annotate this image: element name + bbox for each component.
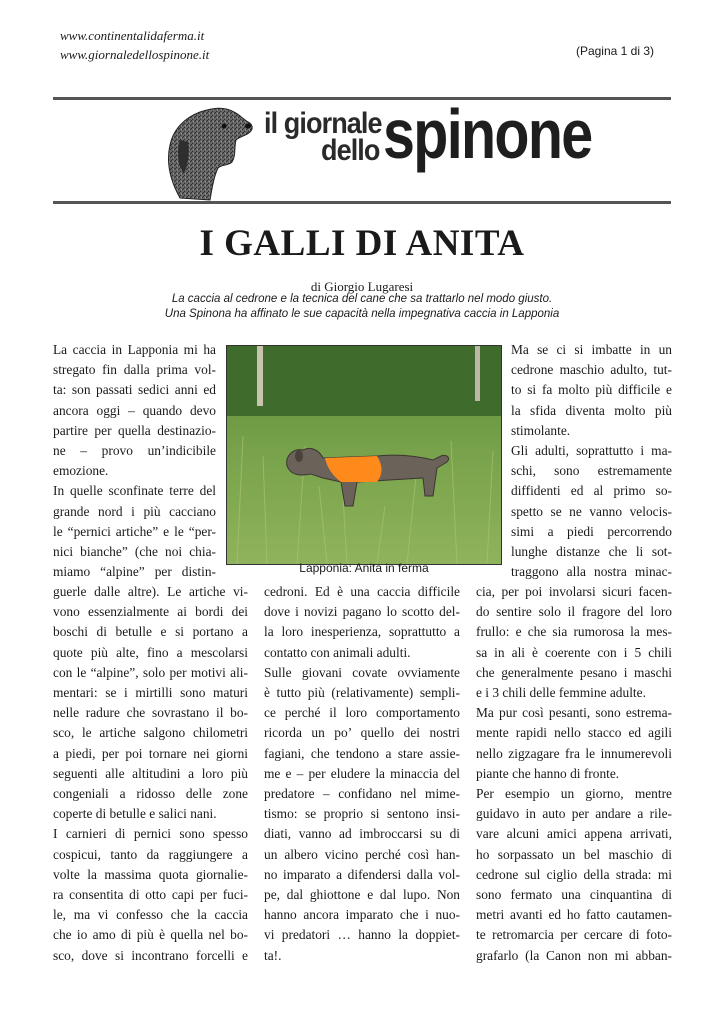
text-line: stimolante.: [511, 422, 571, 438]
text-line: nelle radure che sovrastano il bo-: [53, 705, 248, 721]
url-continentali[interactable]: www.continentalidaferma.it: [60, 28, 205, 43]
text-line: Gli adulti, soprattutto i ma-: [511, 443, 672, 459]
text-line: ne – provo un’indicibile: [53, 443, 216, 459]
logo-text-spinone: spinone: [383, 95, 592, 173]
text-line: Per esempio un giorno, mentre: [476, 786, 672, 802]
text-line: cedroni. Ed è una caccia difficile: [264, 584, 460, 599]
text-line: volte la massima quota giornalie-: [53, 866, 248, 882]
text-line: cospicui, tanto da raggiungere a: [53, 846, 248, 862]
text-line: boschi di betulle e si portano a: [53, 624, 248, 640]
text-line: pe, dal ghiottone e dal lupo. Non: [264, 887, 460, 903]
text-line: tismo: se proprio si sentono insi-: [264, 806, 460, 822]
text-line: partire per quella destinazio-: [53, 422, 216, 438]
masthead-bottom-rule: [53, 201, 671, 204]
text-line: mentari: se i mirtilli sono maturi: [53, 685, 248, 701]
text-line: seguenti alle altitudini a loro più: [53, 765, 248, 781]
column-2: [264, 582, 460, 966]
text-line: la loro inesperienza, soprattutto a: [264, 624, 460, 640]
text-line: te retromarcia per cercare di foto-: [476, 927, 672, 943]
text-line: e i 3 chili delle femmine adulte.: [476, 685, 646, 701]
text-line: I carnieri di pernici sono spesso: [53, 826, 248, 842]
text-line: le “pernici artiche” e le “per-: [53, 523, 216, 539]
text-line: a piedi, per poi tornare nei giorni: [53, 745, 248, 761]
text-line: diffidenti ed al primo so-: [511, 483, 672, 499]
column-1-bottom: [53, 582, 248, 966]
text-line: sco, dove si incontrano forcelli e: [53, 947, 248, 963]
text-line: cia, per poi involarsi sicuri facen-: [476, 584, 672, 599]
text-line: vi predatori … hanno la doppiet-: [264, 927, 460, 943]
logo-text-dello: dello: [321, 134, 380, 167]
text-line: coperte di betulle e salici nani.: [53, 806, 217, 822]
article-photo: [226, 345, 502, 565]
text-line: mente rapidi nello stacco ed agili: [476, 725, 672, 741]
text-line: lunghe distanze che li sot-: [511, 544, 672, 560]
text-line: ta!.: [264, 947, 282, 963]
text-line: congeniali a ridosso delle zone: [53, 786, 248, 802]
article-subtitle: [80, 292, 644, 322]
masthead: [140, 95, 670, 204]
text-line: contatto con animali adulti.: [264, 644, 411, 660]
text-line: quote più alte, fino a mescolarsi: [53, 644, 248, 660]
dog-head-logo: [140, 100, 260, 204]
column-3-top: [511, 340, 672, 582]
text-line: grande nord i più cacciano: [53, 503, 216, 519]
text-line: hanno ancora imparato che i nuo-: [264, 907, 460, 923]
text-line: stregato fin dalla prima vol-: [53, 362, 216, 378]
text-line: ricorda un po’ quello dei nostri: [264, 725, 460, 741]
text-line: simi a piedi percorrendo: [511, 523, 672, 539]
text-line: cedrone maschio adulto, tut-: [511, 362, 672, 378]
text-line: emozione.: [53, 463, 109, 479]
text-line: ra consentita di otto capi per fuci-: [53, 887, 248, 903]
text-line: ho sorpassato un bel maschio di: [476, 846, 672, 862]
text-line: frullo: e che sia rumorosa la mes-: [476, 624, 672, 640]
article-byline: di Giorgio Lugaresi: [310, 279, 414, 294]
text-line: nello zigzagare fra le innumerevoli: [476, 745, 672, 761]
text-line: che io amo di più è quella nel bo-: [53, 927, 248, 943]
text-line: Ma pur così pesanti, sono estrema-: [476, 705, 672, 721]
text-line: dove i novizi pagano lo scotto del-: [264, 604, 460, 620]
text-line: In quelle sconfinate terre del: [53, 483, 216, 499]
text-line: do sentire solo il fragore del loro: [476, 604, 672, 620]
website-urls: [60, 26, 209, 64]
text-line: guidavo in auto per andare a rile-: [476, 806, 672, 822]
text-line: miamo “alpine” per distin-: [53, 564, 216, 580]
column-3-bottom: [476, 582, 672, 966]
text-line: no imparato a difendersi dalla vol-: [264, 866, 460, 882]
text-line: fagiani, che tendono a stare assie-: [264, 745, 460, 761]
subtitle-line-1: La caccia al cedrone e la tecnica del cane che sa trattarlo nel modo giusto.: [171, 293, 553, 305]
text-line: ancora oggi – quando devo: [53, 402, 216, 418]
text-line: grafarlo (la Canon non mi abban-: [476, 947, 672, 963]
text-line: la sfida diventa molto più: [511, 402, 672, 418]
text-line: un albero vicino perché così han-: [264, 846, 460, 862]
article-title: I GALLI DI ANITA: [199, 223, 525, 264]
text-line: sono fermato una cinquantina di: [476, 887, 672, 903]
text-line: me e – per eludere la minaccia del: [264, 765, 460, 781]
text-line: diati, vanno ad imbroccarsi su di: [264, 826, 460, 842]
text-line: metri avanti ed ho fatto cautamen-: [476, 907, 672, 923]
text-line: vare alcuni amici appena arrivati,: [476, 826, 672, 842]
page-number: (Pagina 1 di 3): [575, 44, 654, 58]
subtitle-line-2: Una Spinona ha affinato le sue capacità nella impegnativa caccia in Lapponia: [164, 308, 560, 320]
photo-dog-pointing: [227, 346, 501, 564]
text-line: nici bianche” (che noi chia-: [53, 544, 216, 560]
text-line: con le “alpine”, solo per motivi ali-: [53, 664, 248, 680]
photo-caption: Lapponia: Anita in ferma: [299, 561, 429, 575]
text-line: ta: son passati sedici anni ed: [53, 382, 216, 398]
text-line: le, ma vi confesso che la caccia: [53, 907, 248, 923]
text-line: piante che hanno di fronte.: [476, 765, 620, 781]
logo-text-il-giornale: il giornale: [264, 107, 382, 140]
text-line: traggono alla nostra minac-: [511, 564, 672, 580]
text-line: Ma se ci si imbatte in un: [511, 342, 672, 357]
text-line: è tutto più (relativamente) sempli-: [264, 685, 460, 701]
text-line: vono essenzialmente ai bordi dei: [53, 604, 248, 620]
column-1-top: [53, 340, 216, 582]
text-line: spetto se ne vanno velocis-: [511, 503, 672, 519]
text-line: cedrone sul ciglio della strada: mi: [476, 866, 672, 882]
text-line: sco, le artiche salgono chilometri: [53, 725, 248, 741]
text-line: to si fa molto più difficile e: [511, 382, 672, 398]
url-giornale[interactable]: www.giornaledellospinone.it: [60, 47, 210, 62]
text-line: che generalmente pesano i maschi: [476, 664, 672, 680]
text-line: La caccia in Lapponia mi ha: [53, 342, 216, 357]
text-line: Sulle giovani covate ovviamente: [264, 664, 460, 680]
text-line: guerle dalle altre). Le artiche vi-: [53, 584, 248, 599]
text-line: predatore – confidano nel mime-: [264, 786, 460, 802]
text-line: sa in ali è coerente con i 5 chili: [476, 644, 672, 660]
text-line: schi, sono estremamente: [511, 463, 672, 479]
text-line: ce perché il loro comportamento: [264, 705, 460, 721]
